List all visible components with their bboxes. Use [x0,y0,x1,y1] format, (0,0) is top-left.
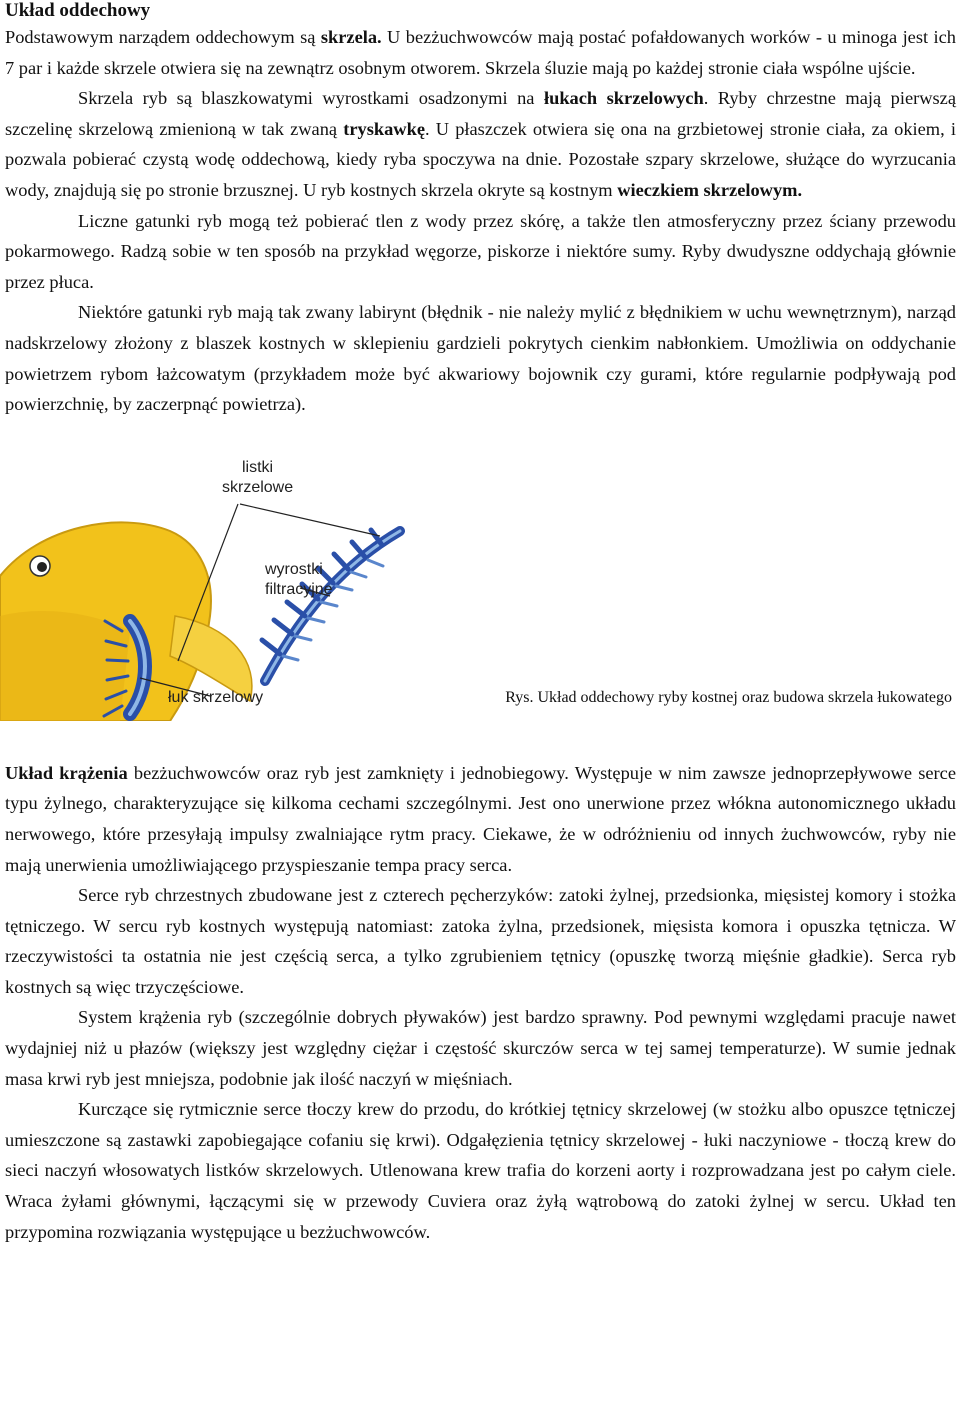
paragraph-respiratory-4: Niektóre gatunki ryb mają tak zwany labirynt (błędnik - nie należy mylić z błędnikiem w uchu wewnętrznym), narząd nadskrzelowy złożony z blaszek kostnych w sklepieniu gardzieli pokrytych cienkim nabłonkiem. Umożliwia on oddychanie powietrzem rybom łażcowatym (przykładem może być akwariowy bojownik czy gurami, które regularnie podpływają pod powierzchnię, by zaczerpnąć powietrza). [5,302,956,415]
fish-head-shade [0,611,130,721]
paragraph-respiratory-1: Podstawowym narządem oddechowym są skrzela. U bezżuchwowców mają postać pofałdowanych worków - u minoga jest ich 7 par i każde skrzele otwiera się na zewnątrz osobnym otworem. Skrzela śluzie mają po każdej stronie ciała wspólne ujście. [5,27,956,78]
paragraph-circulation-4: Kurczące się rytmicznie serce tłoczy krew do przodu, do krótkiej tętnicy skrzelowej (w stożku albo opuszce tętniczej umieszczone są zastawki zapobiegające cofaniu się krwi). Odgałęzienia tętnicy skrzelowej - łuki naczyniowe - tłoczą krew do sieci naczyń włosowatych listków skrzelowych. Utlenowana krew trafia do korzeni aorty i rozprowadzana jest po całym ciele. Wraca żyłami głównymi, łączącymi się w przewody Cuviera oraz żyłą wątrobową do zatoki żylnej w sercu. Układ ten przypomina rozwiązania występujące u bezżuchwowców. [5,1099,956,1242]
figure [5,456,956,746]
label-wyrostki-line2: filtracyjne [265,580,333,598]
paragraph-circulation-2: Serce ryb chrzestnych zbudowane jest z czterech pęcherzyków: zatoki żylnej, przedsionka, mięsistej komory i stożka tętniczego. W sercu ryb kostnych występują natomiast: zatoka żylna, przedsionek, mięsista komora i opuszka tętnicza. W rzeczywistości ta ostatnia nie jest częścią serca, a tylko zgrubieniem tętnicy (opuszkę tworzą mięśnie gładkie). Serca ryb kostnych są więc trzyczęściowe. [5,885,956,997]
label-luk-skrzelowy: łuk skrzelowy [168,688,264,706]
label-listki-line2: skrzelowe [222,478,294,496]
label-listki-line1: listki [242,458,274,476]
fish-gill-illustration [0,456,460,721]
paragraph-respiratory-3: Liczne gatunki ryb mogą też pobierać tlen z wody przez skórę, a także tlen atmosferyczny przez ściany przewodu pokarmowego. Radzą sobie w ten sposób na przykład węgorze, piskorze i niektóre sumy. Ryby dwudyszne oddychają głównie przez płuca. [5,210,956,292]
paragraph-respiratory-2: Skrzela ryb są blaszkowatymi wyrostkami osadzonymi na łukach skrzelowych. Ryby chrzestne mają pierwszą szczelinę skrzelową zmienioną w tak zwaną tryskawkę. U płaszczek otwiera się ona na grzbietowej stronie ciała, za okiem, i pozwala pobierać czystą wodę oddechową, kiedy ryba spoczywa na dnie. Pozostałe szpary skrzelowe, służące do wyrzucania wody, znajdują się po stronie brzusznej. U ryb kostnych skrzela okryte są kostnym wieczkiem skrzelowym. [5,88,956,200]
figure-caption: Rys. Układ oddechowy ryby kostnej oraz budowa skrzela łukowatego [505,688,952,706]
document-page [5,0,956,1247]
section-title-respiratory: Układ oddechowy [5,0,151,21]
paragraph-circulation-3: System krążenia ryb (szczególnie dobrych pływaków) jest bardzo sprawny. Pod pewnymi względami pracuje nawet wydajniej niż u płazów (większy jest względny ciężar i częstość skurczów serca w tej samej temperaturze). W sumie jednak masa krwi ryb jest mniejsza, podobnie jak ilość naczyń w mięśniach. [5,1007,956,1089]
label-wyrostki-line1: wyrostki [265,560,323,578]
paragraph-circulation-1: Układ krążenia bezżuchwowców oraz ryb jest zamknięty i jednobiegowy. Występuje w nim zawsze jednoprzepływowe serce typu żylnego, charakteryzujące się kilkoma cechami szczególnymi. Jest ono unerwione przez włókna autonomicznego układu nerwowego, które przesyłają impulsy zwalniające rytm pracy. Ciekawe, że w odróżnieniu od innych żuchwowców, ryby nie mają unerwienia umożliwiającego przyspieszanie tempa pracy serca. [5,762,956,875]
